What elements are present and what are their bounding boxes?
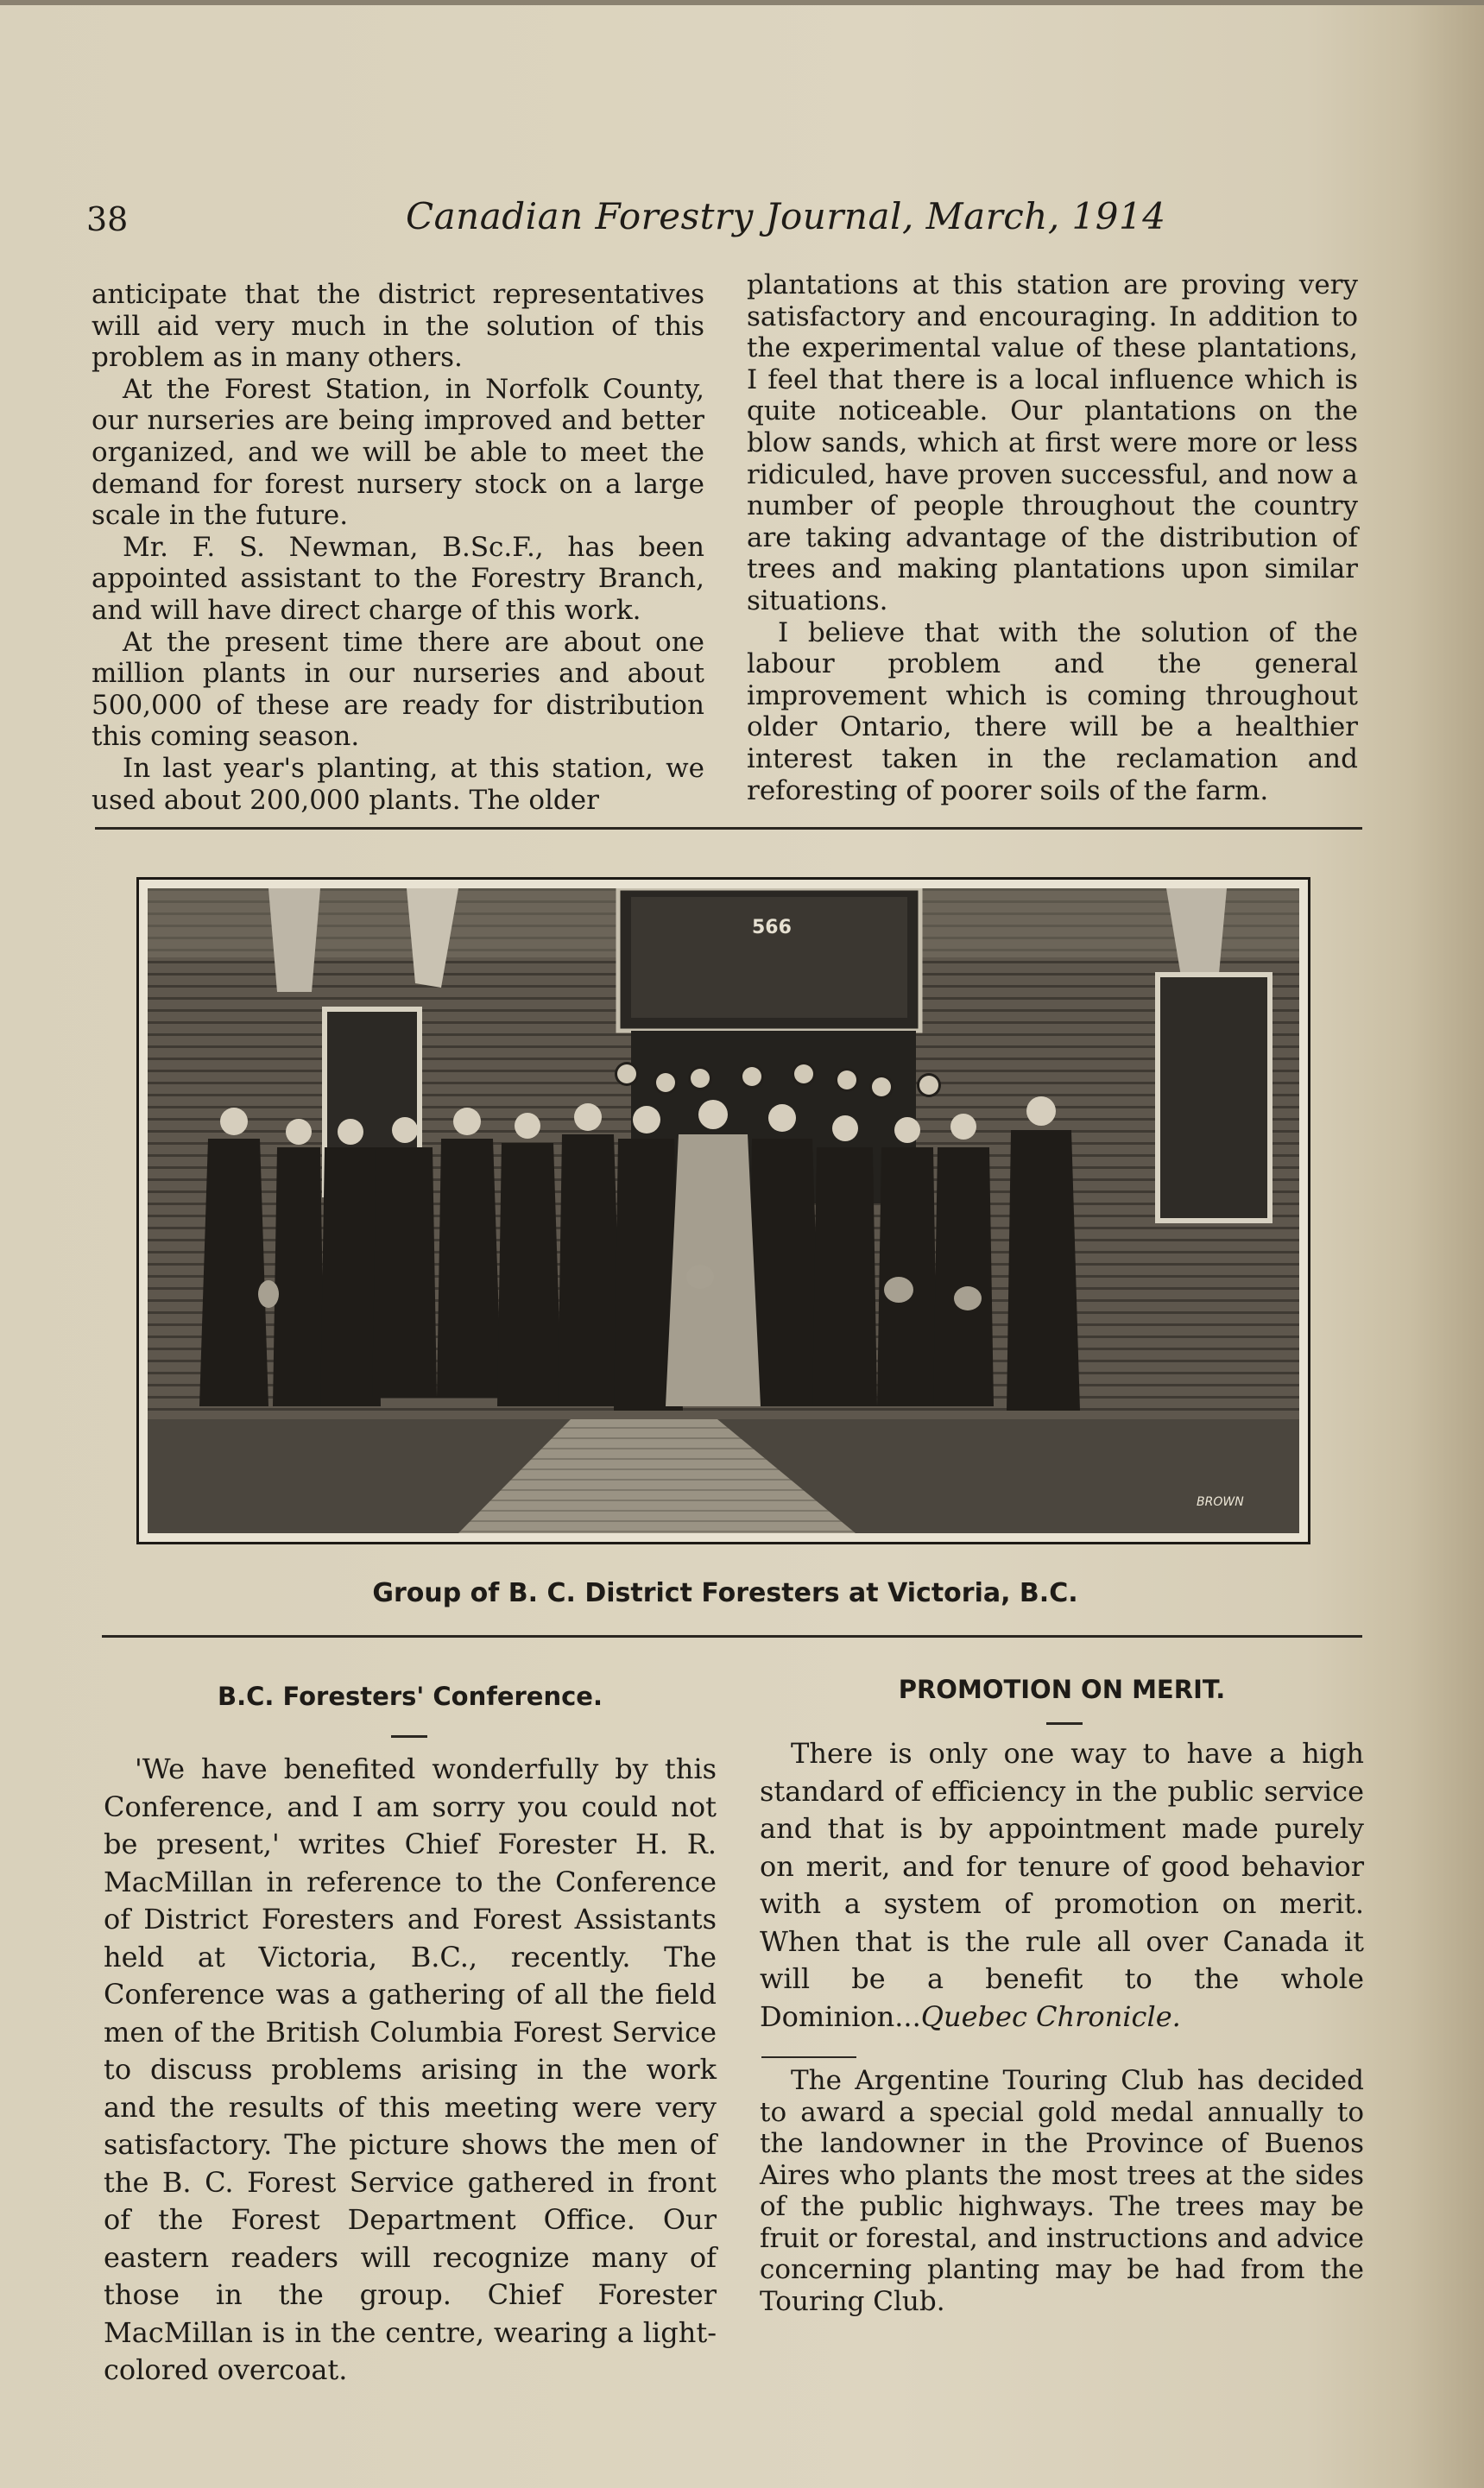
paragraph: I believe that with the solution of the labour problem and the general improvement which is coming throughout older Ontario, there will be a healthier interest taken in the reclamation and reforesting of poorer soils of the farm. bbox=[747, 616, 1358, 806]
paragraph: plantations at this station are proving very satisfactory and encouraging. In addition to the experimental value of these plantations, I feel that there is a local influence which is quite noticeable. Our plantations on the blow sands, which at first were more or less ridiculed, have proven successful, and now a number of people throughout the country are taking advantage of the distribution of trees and making plantations upon similar situations. bbox=[747, 269, 1358, 616]
short-divider bbox=[761, 2056, 856, 2058]
photographer-mark: BROWN bbox=[1197, 1495, 1244, 1509]
title-dash-left bbox=[391, 1735, 427, 1738]
source-citation: Quebec Chronicle. bbox=[920, 1999, 1181, 2033]
scan-top-edge bbox=[0, 0, 1484, 5]
paragraph: anticipate that the district representatives will aid very much in the solution of this problem as in many others. bbox=[92, 279, 704, 374]
promotion-text: There is only one way to have a high standard of efficiency in the public service and that is by appointment made purely on merit, and for tenure of good behavior with a system of promotion on merit. When that is the rule all over Canada it will be a benefit to the whole Dominion... bbox=[760, 1737, 1364, 2033]
paragraph: In last year's planting, at this station, we used about 200,000 plants. The older bbox=[92, 752, 704, 816]
page-header bbox=[86, 192, 1355, 252]
paragraph: The Argentine Touring Club has decided to award a special gold medal annually to the landowner in the Province of Buenos Aires who plants the most trees at the sides of the public highways. The trees may be fruit or forestal, and instructions and advice concerning planting may be had from the Touring Club. bbox=[760, 2065, 1364, 2317]
group-photograph bbox=[136, 877, 1310, 1544]
section-divider-2 bbox=[102, 1635, 1362, 1638]
paragraph: 'We have benefited wonderfully by this Conference, and I am sorry you could not be present,' writes Chief Forester H. R. MacMillan in reference to the Conference of District Foresters and Forest Assistants held at Victoria, B.C., recently. The Conference was a gathering of all the field men of the British Columbia Forest Service to discuss problems arising in the work and the results of this meeting were very satisfactory. The picture shows the men of the B. C. Forest Service gathered in front of the Forest Department Office. Our eastern readers will recognize many of those in the group. Chief Forester MacMillan is in the centre, wearing a light-colored overcoat. bbox=[104, 1752, 717, 2386]
touring-club-note bbox=[760, 2065, 1364, 2317]
paragraph: Mr. F. S. Newman, B.Sc.F., has been appointed assistant to the Forestry Branch, and will have direct charge of this work. bbox=[92, 531, 704, 626]
paragraph: At the present time there are about one million plants in our nurseries and about 500,000 of these are ready for distribution this coming season. bbox=[92, 626, 704, 753]
paragraph: At the Forest Station, in Norfolk County, our nurseries are being improved and better organized, and we will be able to meet the demand for forest nursery stock on a large scale in the future. bbox=[92, 373, 704, 532]
door-number: 566 bbox=[752, 917, 792, 938]
title-dash-right bbox=[1046, 1722, 1083, 1725]
top-right-column bbox=[747, 269, 1358, 806]
page-number: 38 bbox=[86, 200, 129, 238]
article-body-left bbox=[104, 1751, 717, 2390]
running-title: Canadian Forestry Journal, March, 1914 bbox=[406, 195, 1166, 237]
section-divider bbox=[95, 827, 1362, 830]
paragraph bbox=[760, 1735, 1364, 2036]
article-title-left: B.C. Foresters' Conference. bbox=[217, 1682, 603, 1711]
article-title-right: PROMOTION ON MERIT. bbox=[898, 1675, 1226, 1704]
top-left-column bbox=[92, 279, 704, 816]
photo-image bbox=[148, 888, 1299, 1533]
article-body-right bbox=[760, 1735, 1364, 2036]
photo-caption: Group of B. C. District Foresters at Victoria, B.C. bbox=[372, 1578, 1078, 1608]
